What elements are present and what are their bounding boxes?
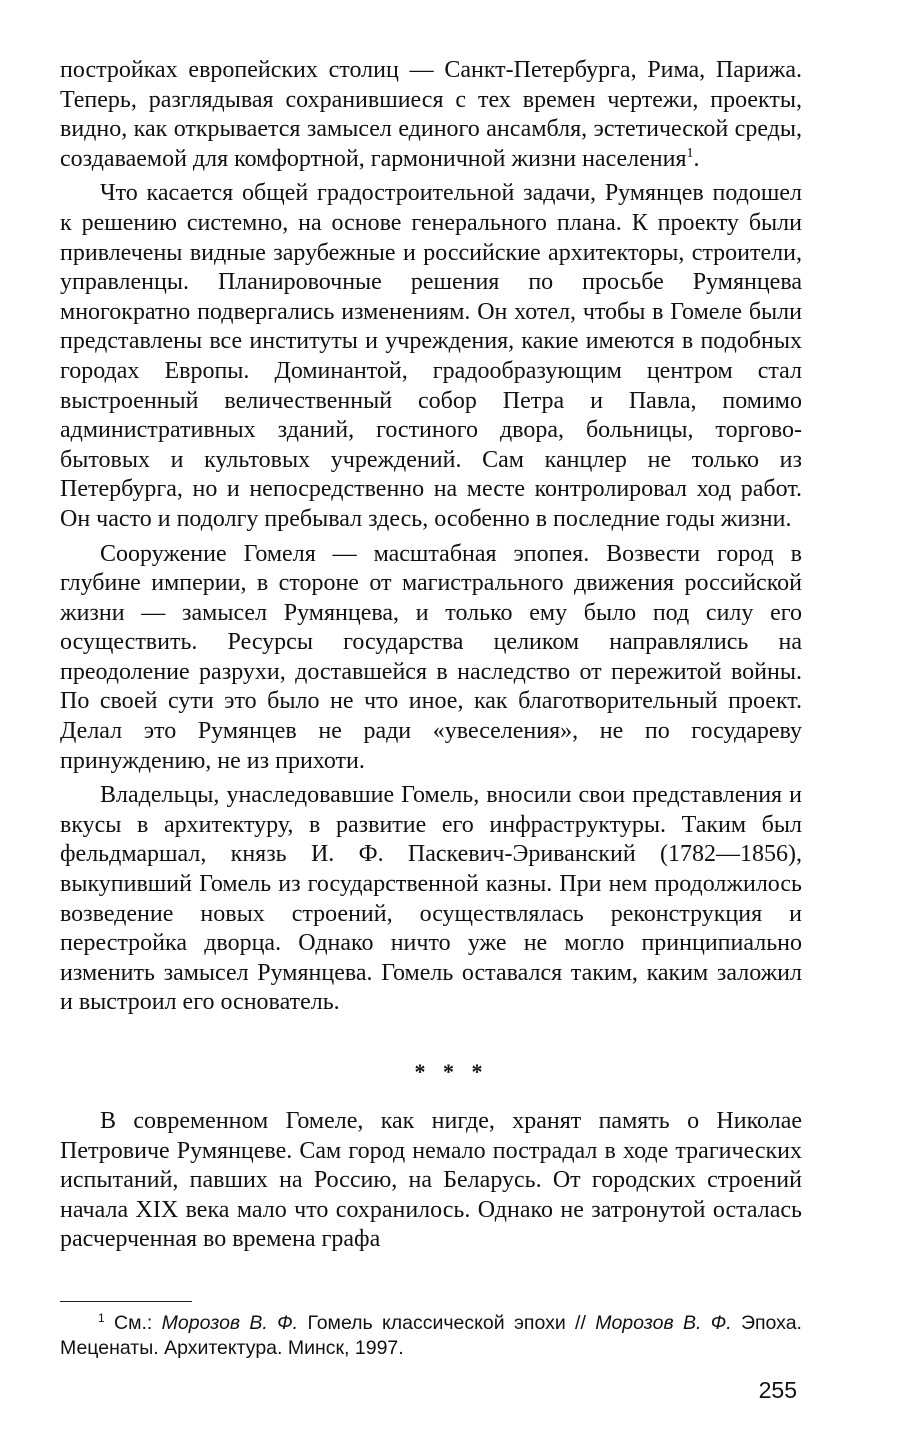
- footnote-author: Морозов В. Ф.: [161, 1312, 299, 1334]
- footnote-title-second: Эпоха. Меценаты. Архитектура. Минск, 1997.: [60, 1312, 802, 1359]
- page-number: 255: [758, 1377, 797, 1403]
- footnote-author-second: Морозов В. Ф.: [595, 1312, 732, 1334]
- continued-paragraph-text: постройках европейских столиц — Санкт-Петербурга, Рима, Парижа. Теперь, разглядывая сохранившиеся с тех времен чертежи, проекты, видно, как открывается замысел единого ансамбля, эстетической среды, создаваемой для комфортной, гармоничной жизни населения: [60, 57, 802, 172]
- footnote-title: Гомель классической эпохи //: [298, 1312, 596, 1334]
- main-text-upper: [60, 56, 802, 1018]
- footnote-divider: [60, 1301, 192, 1302]
- main-text-lower: [60, 1107, 802, 1255]
- paragraph-construction: Сооружение Гомеля — масштабная эпопея. Возвести город в глубине империи, в стороне от магистрального движения российской жизни — замысел Румянцева, и только ему было под силу его осуществить. Ресурсы государства целиком направлялись на преодоление разрухи, доставшейся в наследство от пережитой войны. По своей сути это было не что иное, как благотворительный проект. Делал это Румянцев не ради «увеселения», не по государеву принуждению, не из прихоти.: [60, 540, 802, 774]
- footnote-reference: 1: [686, 145, 694, 161]
- section-break: * * *: [414, 1059, 489, 1084]
- paragraph-owners: Владельцы, унаследовавшие Гомель, вносили свои представления и вкусы в архитектуру, в развитие его инфраструктуры. Таким был фельдмаршал, князь И. Ф. Паскевич-Эриванский (1782—1856), выкупивший Гомель из государственной казны. При нем продолжилось возведение новых строений, осуществлялась реконструкция и перестройка дворца. Однако ничто уже не могло принципиально изменить замысел Румянцева. Гомель оставался таким, каким заложил и выстроил его основатель.: [60, 782, 802, 1016]
- continued-paragraph: постройках европейских столиц — Санкт-Петербурга, Рима, Парижа. Теперь, разглядывая сохранившиеся с тех времен чертежи, проекты, видно, как открывается замысел единого ансамбля, эстетической среды, создаваемой для комфортной, гармоничной жизни населения$^1$.: [60, 57, 802, 172]
- paragraph-modern-gomel: В современном Гомеле, как нигде, хранят память о Николае Петровиче Румянцеве. Сам город немало пострадал в ходе трагических испытаний, павших на Россию, на Беларусь. От городских строений начала XIX века мало что сохранилось. Однако не затронутой осталась расчерченная во времена графа: [60, 1108, 802, 1253]
- footnote-prefix: См.:: [104, 1312, 162, 1334]
- paragraph-planning: Что касается общей градостроительной задачи, Румянцев подошел к решению системно, на основе генерального плана. К проекту были привлечены видные зарубежные и российские архитекторы, строители, управленцы. Планировочные решения по просьбе Румянцева многократно подвергались изменениям. Он хотел, чтобы в Гомеле были представлены все институты и учреждения, какие имеются в подобных городах Европы. Доминантой, градообразующим центром стал выстроенный величественный собор Петра и Павла, помимо административных зданий, гостиного двора, больницы, торгово-бытовых и культовых учреждений. Сам канцлер не только из Петербурга, но и непосредственно на месте контролировал ход работ. Он часто и подолгу пребывал здесь, особенно в последние годы жизни.: [60, 180, 802, 532]
- footnote: [60, 1311, 802, 1361]
- footnote-marker: 1: [98, 1311, 105, 1325]
